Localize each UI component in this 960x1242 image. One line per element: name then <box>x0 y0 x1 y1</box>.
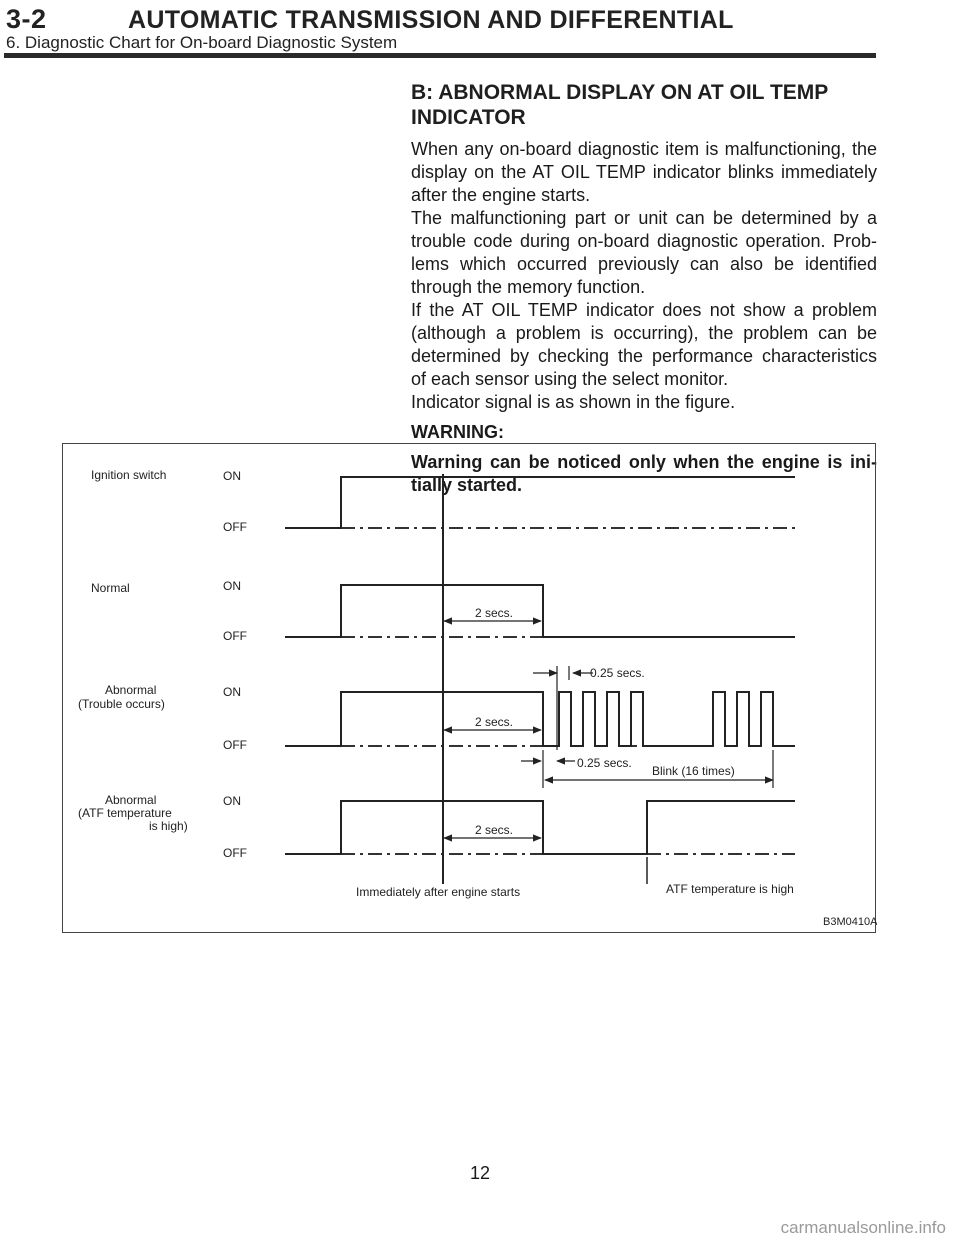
on-label: ON <box>223 469 241 483</box>
timing-diagram <box>62 443 876 933</box>
section-title-line1: B: ABNORMAL DISPLAY ON AT OIL TEMP <box>411 81 829 104</box>
chapter-subtitle: 6. Diagnostic Chart for On-board Diagnostic System <box>6 33 398 52</box>
section-body <box>411 80 877 497</box>
watermark-link[interactable]: carmanualsonline.info <box>780 1218 946 1237</box>
paragraph: If the AT OIL TEMP indicator does not show a problem (although a problem is occurring), the problem can be determined by checking the performance characteristics of each sensor using the select monitor. <box>411 300 877 389</box>
chapter-title: AUTOMATIC TRANSMISSION AND DIFFERENTIAL <box>128 6 734 34</box>
two-secs-label: 2 secs. <box>475 823 514 837</box>
off-label: OFF <box>223 738 247 752</box>
row-label-ignition: Ignition switch <box>91 468 167 482</box>
normal-signal <box>285 585 795 637</box>
warning-heading: WARNING: <box>411 422 504 442</box>
atf-high-label: ATF temperature is high <box>666 882 794 896</box>
timing-diagram-svg <box>63 444 877 934</box>
warning-text: Warning can be noticed only when the engine is ini- tially started. <box>411 452 877 495</box>
blink-count-label: Blink (16 times) <box>652 764 735 778</box>
on-label: ON <box>223 579 241 593</box>
two-secs-label: 2 secs. <box>475 606 514 620</box>
engine-start-label: Immediately after engine starts <box>356 885 521 899</box>
off-label: OFF <box>223 520 247 534</box>
two-secs-label: 2 secs. <box>475 715 514 729</box>
quarter-secs-label: 0.25 secs. <box>590 666 645 680</box>
trouble-blink-signal <box>285 692 795 746</box>
paragraph: The malfunctioning part or unit can be determined by a trouble code during on-board diagnostic operation. Prob- lems which occurred previously can also be identified through the memory function. <box>411 208 877 297</box>
section-title-line2: INDICATOR <box>411 106 526 129</box>
figure-id: B3M0410A <box>823 916 877 928</box>
row-label-abnormal-atf: Abnormal <box>105 793 157 807</box>
on-label: ON <box>223 685 241 699</box>
row-label-abnormal: Abnormal <box>105 683 157 697</box>
row-label-is-high: is high) <box>149 819 188 833</box>
section-number: 3-2 <box>6 4 47 34</box>
section-title <box>411 80 877 130</box>
atf-high-signal <box>285 801 795 854</box>
row-label-atf-temp: (ATF temperature <box>78 806 172 820</box>
on-label: ON <box>223 794 241 808</box>
off-label: OFF <box>223 629 247 643</box>
quarter-secs-label: 0.25 secs. <box>577 756 632 770</box>
paragraph: Indicator signal is as shown in the figure. <box>411 392 736 412</box>
off-label: OFF <box>223 846 247 860</box>
ignition-signal <box>285 477 795 528</box>
page-number: 12 <box>469 1163 491 1183</box>
paragraph: When any on-board diagnostic item is malfunctioning, the display on the AT OIL TEMP indicator blinks immediately after the engine starts. <box>411 139 877 205</box>
header-rule <box>4 53 876 58</box>
row-label-normal: Normal <box>91 581 130 595</box>
row-label-trouble: (Trouble occurs) <box>78 697 165 711</box>
